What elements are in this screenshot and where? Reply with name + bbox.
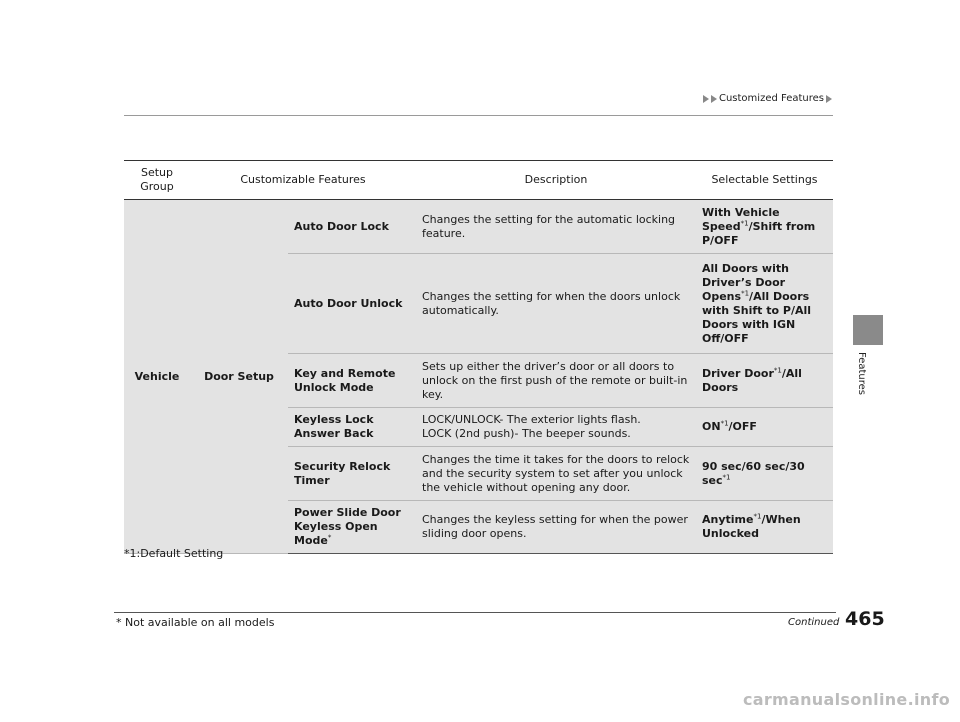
description-cell: Changes the time it takes for the doors to relock and the security system to set after you unlock the vehicle without opening any door. bbox=[416, 447, 696, 501]
header-setup-group: Setup Group bbox=[124, 161, 190, 200]
feature-cell: Auto Door Unlock bbox=[288, 254, 416, 354]
settings-cell: All Doors with Driver’s Door Opens$^{*1}$/All Doors with Shift to P/All Doors with IGN Off/OFF bbox=[696, 254, 833, 354]
feature-cell: Keyless Lock Answer Back bbox=[288, 408, 416, 447]
subgroup-cell: Door Setup bbox=[190, 200, 288, 554]
settings-cell: 90 sec/60 sec/30 $\sec^{*1}$ bbox=[696, 447, 833, 501]
setup-group-cell: Vehicle bbox=[124, 200, 190, 554]
breadcrumb-label: Customized Features bbox=[718, 93, 824, 104]
description-line: LOCK (2nd push)- The beeper sounds. bbox=[422, 427, 631, 440]
description-cell bbox=[416, 408, 696, 447]
settings-cell: With Vehicle Speed$^{*1}$/Shift from P/OFF bbox=[696, 200, 833, 254]
page-number: 465 bbox=[845, 608, 885, 630]
section-label: Features bbox=[856, 352, 867, 395]
description-line: LOCK/UNLOCK- The exterior lights flash. bbox=[422, 413, 641, 426]
header-description: Description bbox=[416, 161, 696, 200]
continued-label: Continued bbox=[788, 617, 840, 628]
description-cell: Changes the setting for when the doors unlock automatically. bbox=[416, 254, 696, 354]
header-selectable-settings: Selectable Settings bbox=[696, 161, 833, 200]
settings-cell: Driver Door$^{*1}$/All Doors bbox=[696, 354, 833, 408]
availability-note: * Not available on all models bbox=[116, 616, 275, 629]
feature-cell: Auto Door Lock bbox=[288, 200, 416, 254]
table-header-row bbox=[124, 161, 833, 200]
header-rule bbox=[124, 115, 833, 116]
description-cell: Changes the setting for the automatic locking feature. bbox=[416, 200, 696, 254]
description-cell: Sets up either the driver’s door or all doors to unlock on the first push of the remote or built-in key. bbox=[416, 354, 696, 408]
feature-cell: Power Slide Door Keyless Open Mode* bbox=[288, 501, 416, 554]
default-setting-footnote: *1:Default Setting bbox=[124, 547, 224, 560]
customizable-features-table bbox=[124, 160, 833, 554]
header-customizable-features: Customizable Features bbox=[190, 161, 416, 200]
settings-cell: Anytime$^{*1}$/When Unlocked bbox=[696, 501, 833, 554]
arrow-right-icon bbox=[711, 95, 717, 103]
section-tab bbox=[853, 315, 883, 345]
description-cell: Changes the keyless setting for when the power sliding door opens. bbox=[416, 501, 696, 554]
feature-cell: Key and Remote Unlock Mode bbox=[288, 354, 416, 408]
footer-rule bbox=[114, 612, 836, 613]
table-row bbox=[124, 200, 833, 254]
watermark: carmanualsonline.info bbox=[742, 690, 950, 709]
arrow-right-icon bbox=[703, 95, 709, 103]
arrow-right-icon bbox=[826, 95, 832, 103]
settings-cell: ON$^{*1}$/OFF bbox=[696, 408, 833, 447]
feature-cell: Security Relock Timer bbox=[288, 447, 416, 501]
breadcrumb bbox=[703, 93, 832, 104]
